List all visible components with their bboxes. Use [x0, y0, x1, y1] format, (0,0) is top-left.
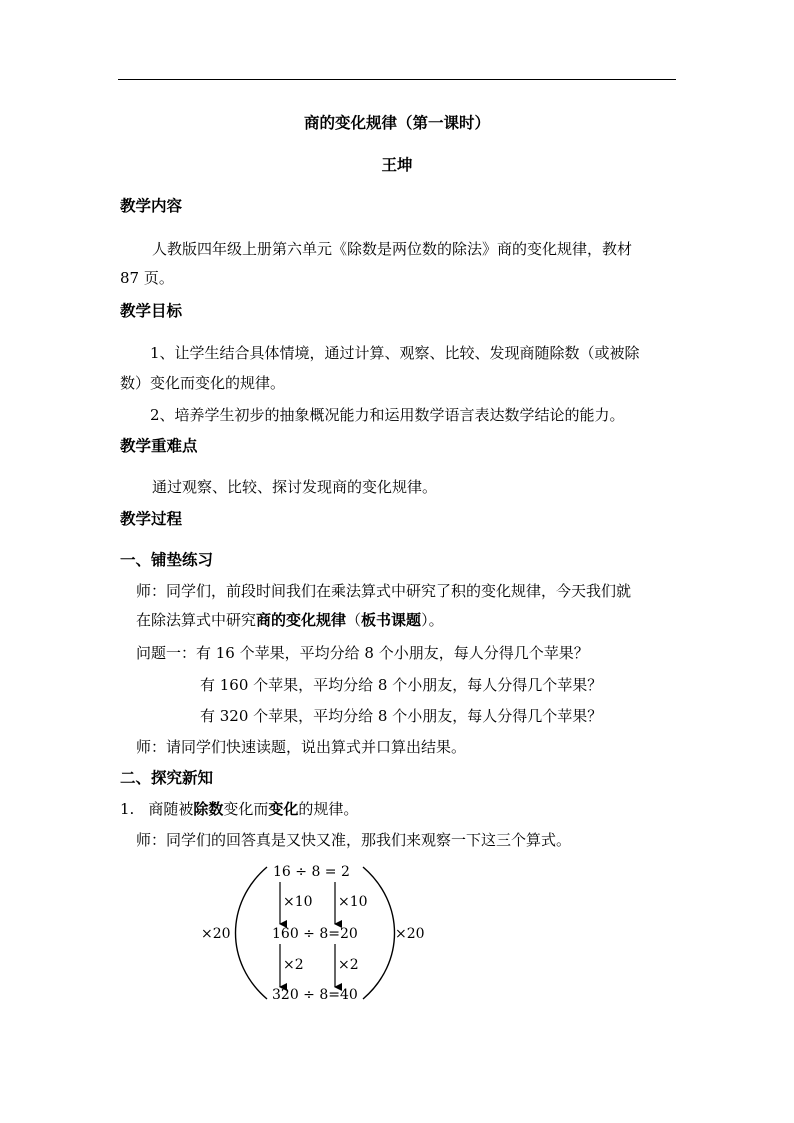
item-1-b: 除数	[193, 800, 224, 818]
equation-3: 320 ÷ 8=40	[272, 987, 358, 1003]
right-brace-arc	[363, 867, 395, 999]
teacher-line-1: 师：同学们，前段时间我们在乘法算式中研究了积的变化规律，今天我们就	[136, 582, 632, 600]
goal-1-line-1: 1、让学生结合具体情境，通过计算、观察、比较、发现商随除数（或被除	[150, 344, 640, 362]
key-points-text: 通过观察、比较、探讨发现商的变化规律。	[152, 478, 438, 496]
question-3: 有 320 个苹果，平均分给 8 个小朋友，每人分得几个苹果？	[200, 707, 603, 725]
teacher-line-2-a: 在除法算式中研究	[136, 611, 257, 629]
item-1-number: 1.	[120, 800, 135, 818]
item-1-e: 的规律。	[298, 800, 359, 818]
goal-2: 2、培养学生初步的抽象概况能力和运用数学语言表达数学结论的能力。	[150, 406, 625, 424]
paren-open: （	[346, 611, 362, 629]
heading-part-1: 一、铺垫练习	[120, 550, 214, 569]
teacher-line-4: 师：同学们的回答真是又快又准，那我们来观察一下这三个算式。	[136, 831, 572, 849]
paren-close: ）。	[421, 611, 444, 629]
division-diagram	[195, 858, 435, 1008]
item-1	[120, 799, 358, 819]
teacher-line-3: 师：请同学们快速读题，说出算式并口算出结果。	[136, 738, 467, 756]
heading-goals: 教学目标	[120, 301, 183, 320]
heading-process: 教学过程	[120, 509, 183, 528]
item-1-d: 变化	[268, 800, 299, 818]
times-10-left: ×10	[283, 894, 313, 910]
item-1-a: 商随被	[148, 800, 194, 818]
page-title: 商的变化规律（第一课时）	[303, 113, 490, 132]
content-line-2: 87 页。	[120, 269, 174, 287]
header-rule	[118, 79, 676, 80]
left-brace-arc	[236, 867, 268, 999]
times-20-right: ×20	[395, 926, 425, 942]
times-20-left: ×20	[201, 926, 231, 942]
topic-bold: 商的变化规律	[256, 611, 347, 629]
board-title-bold: 板书课题	[361, 611, 422, 629]
heading-part-2: 二、探究新知	[120, 768, 214, 787]
heading-key-points: 教学重难点	[120, 436, 198, 455]
times-2-right: ×2	[338, 957, 359, 973]
times-10-right: ×10	[338, 894, 368, 910]
equation-1: 16 ÷ 8 = 2	[273, 864, 350, 880]
heading-content: 教学内容	[120, 196, 183, 215]
content-line-1: 人教版四年级上册第六单元《除数是两位数的除法》商的变化规律，教材	[152, 240, 633, 258]
item-1-c: 变化而	[223, 800, 269, 818]
author-name: 王坤	[381, 155, 413, 174]
question-1: 问题一：有 16 个苹果，平均分给 8 个小朋友，每人分得几个苹果？	[136, 644, 589, 662]
times-2-left: ×2	[283, 957, 304, 973]
equation-2: 160 ÷ 8=20	[272, 926, 358, 942]
teacher-line-2	[136, 610, 444, 630]
goal-1-line-2: 数）变化而变化的规律。	[120, 374, 286, 392]
question-2: 有 160 个苹果，平均分给 8 个小朋友，每人分得几个苹果？	[200, 676, 603, 694]
